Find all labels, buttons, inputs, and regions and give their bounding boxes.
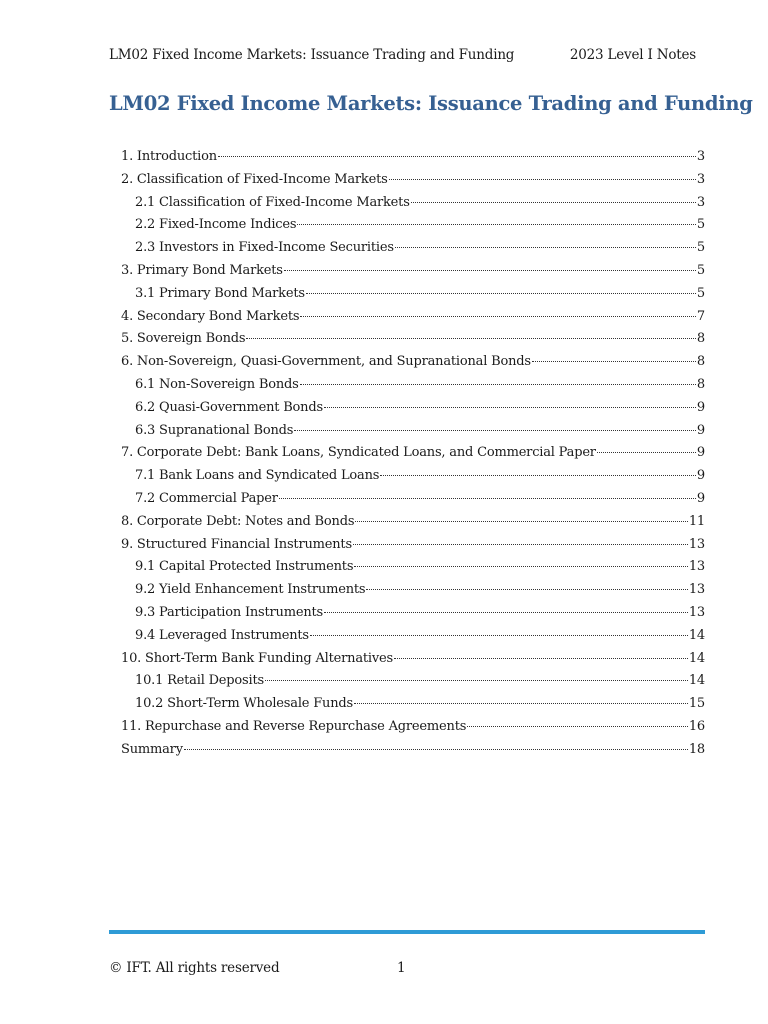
toc-entry-page: 11 (688, 513, 705, 529)
toc-dot-leader (353, 544, 688, 545)
toc-entry[interactable] (121, 445, 705, 468)
toc-dot-leader (411, 202, 696, 203)
toc-entry-title: 2.2 Fixed-Income Indices (135, 217, 297, 233)
toc-dot-leader (324, 612, 688, 613)
toc-entry[interactable] (121, 240, 705, 263)
toc-dot-leader (294, 430, 696, 431)
toc-entry[interactable] (121, 377, 705, 400)
toc-entry[interactable] (121, 628, 705, 651)
toc-dot-leader (597, 452, 696, 453)
toc-dot-leader (297, 224, 696, 225)
toc-dot-leader (265, 680, 688, 681)
toc-entry-page: 9 (696, 468, 705, 484)
toc-dot-leader (380, 475, 696, 476)
toc-entry-title: 1. Introduction (121, 149, 217, 164)
toc-entry-page: 14 (688, 627, 705, 643)
toc-entry-page: 15 (688, 696, 705, 712)
toc-dot-leader (395, 247, 696, 248)
toc-entry[interactable] (121, 286, 705, 309)
toc-dot-leader (279, 498, 696, 499)
toc-dot-leader (246, 338, 696, 339)
toc-entry[interactable] (121, 217, 705, 240)
toc-entry[interactable] (121, 468, 705, 491)
toc-entry[interactable] (121, 354, 705, 377)
toc-entry-page: 3 (696, 149, 705, 164)
toc-entry-title: 9.2 Yield Enhancement Instruments (135, 582, 366, 598)
toc-entry-title: 10.1 Retail Deposits (135, 673, 264, 689)
toc-entry-page: 9 (696, 445, 705, 461)
toc-dot-leader (306, 293, 696, 294)
toc-dot-leader (354, 566, 688, 567)
toc-entry-title: 2.1 Classification of Fixed-Income Markets (135, 194, 410, 210)
toc-dot-leader (218, 156, 696, 157)
toc-entry-title: 10. Short-Term Bank Funding Alternatives (121, 650, 393, 666)
toc-entry[interactable] (121, 309, 705, 332)
toc-entry-title: 2. Classification of Fixed-Income Markets (121, 171, 388, 187)
toc-entry-title: 9. Structured Financial Instruments (121, 536, 352, 552)
running-header-level: 2023 Level I Notes (569, 47, 696, 63)
running-header (109, 47, 696, 63)
toc-dot-leader (532, 361, 696, 362)
footer-page-number: 1 (397, 960, 406, 976)
toc-entry-title: 7.1 Bank Loans and Syndicated Loans (135, 468, 380, 484)
toc-entry-title: 3. Primary Bond Markets (121, 262, 283, 278)
toc-entry-title: 2.3 Investors in Fixed-Income Securities (135, 240, 394, 256)
toc-entry-page: 3 (696, 194, 705, 210)
toc-entry-page: 3 (696, 171, 705, 187)
toc-entry[interactable] (121, 605, 705, 628)
toc-entry[interactable] (121, 559, 705, 582)
toc-entry-page: 13 (688, 582, 705, 598)
toc-entry[interactable] (121, 172, 705, 195)
toc-entry[interactable] (121, 195, 705, 218)
toc-entry[interactable] (121, 742, 705, 765)
toc-entry-page: 5 (696, 262, 705, 278)
toc-entry-title: 9.3 Participation Instruments (135, 604, 324, 620)
toc-entry[interactable] (121, 537, 705, 560)
toc-entry-title: 3.1 Primary Bond Markets (135, 285, 305, 301)
toc-entry-page: 18 (688, 741, 705, 757)
toc-entry[interactable] (121, 149, 705, 172)
footer-copyright: © IFT. All rights reserved (109, 960, 280, 976)
toc-entry-title: 9.4 Leveraged Instruments (135, 627, 309, 643)
toc-entry-title: 6.2 Quasi-Government Bonds (135, 399, 323, 415)
toc-entry-page: 14 (688, 673, 705, 689)
toc-entry[interactable] (121, 651, 705, 674)
toc-entry[interactable] (121, 673, 705, 696)
toc-entry-title: 5. Sovereign Bonds (121, 331, 246, 347)
toc-entry-page: 13 (688, 604, 705, 620)
toc-entry-page: 7 (696, 308, 705, 324)
toc-entry-page: 9 (696, 422, 705, 438)
toc-entry[interactable] (121, 514, 705, 537)
table-of-contents (121, 149, 705, 765)
toc-entry-page: 8 (696, 376, 705, 392)
toc-entry-title: 7.2 Commercial Paper (135, 490, 278, 506)
toc-entry-page: 9 (696, 490, 705, 506)
toc-entry-title: 10.2 Short-Term Wholesale Funds (135, 696, 353, 712)
toc-entry-page: 14 (688, 650, 705, 666)
toc-dot-leader (300, 384, 696, 385)
toc-entry-title: 9.1 Capital Protected Instruments (135, 559, 354, 575)
toc-entry-page: 16 (688, 718, 705, 734)
toc-entry-title: 6. Non-Sovereign, Quasi-Government, and Supranational Bonds (121, 354, 531, 370)
toc-entry[interactable] (121, 491, 705, 514)
toc-dot-leader (184, 749, 688, 750)
toc-entry-page: 5 (696, 240, 705, 256)
toc-entry-page: 5 (696, 285, 705, 301)
toc-entry[interactable] (121, 400, 705, 423)
toc-entry-title: 7. Corporate Debt: Bank Loans, Syndicated Loans, and Commercial Paper (121, 445, 596, 461)
toc-entry-page: 5 (696, 217, 705, 233)
toc-dot-leader (366, 589, 687, 590)
footer-divider (109, 930, 705, 934)
toc-entry[interactable] (121, 263, 705, 286)
toc-entry[interactable] (121, 423, 705, 446)
toc-dot-leader (389, 179, 696, 180)
toc-dot-leader (324, 407, 696, 408)
toc-dot-leader (354, 703, 688, 704)
toc-entry[interactable] (121, 331, 705, 354)
toc-dot-leader (310, 635, 688, 636)
document-title: LM02 Fixed Income Markets: Issuance Trading and Funding (109, 92, 753, 115)
toc-entry-title: 8. Corporate Debt: Notes and Bonds (121, 513, 355, 529)
toc-entry-title: 6.3 Supranational Bonds (135, 422, 294, 438)
toc-dot-leader (300, 316, 696, 317)
toc-entry-title: 4. Secondary Bond Markets (121, 308, 300, 324)
toc-entry-title: Summary (121, 741, 183, 757)
toc-entry-page: 13 (688, 536, 705, 552)
toc-entry[interactable] (121, 719, 705, 742)
toc-dot-leader (284, 270, 696, 271)
toc-entry-page: 8 (696, 354, 705, 370)
toc-dot-leader (355, 521, 688, 522)
toc-dot-leader (394, 658, 688, 659)
toc-dot-leader (467, 726, 688, 727)
running-header-title: LM02 Fixed Income Markets: Issuance Trading and Funding (109, 47, 515, 63)
toc-entry-title: 11. Repurchase and Reverse Repurchase Agreements (121, 718, 467, 734)
toc-entry-page: 8 (696, 331, 705, 347)
toc-entry-page: 9 (696, 399, 705, 415)
toc-entry-page: 13 (688, 559, 705, 575)
toc-entry[interactable] (121, 696, 705, 719)
toc-entry-title: 6.1 Non-Sovereign Bonds (135, 376, 299, 392)
toc-entry[interactable] (121, 582, 705, 605)
